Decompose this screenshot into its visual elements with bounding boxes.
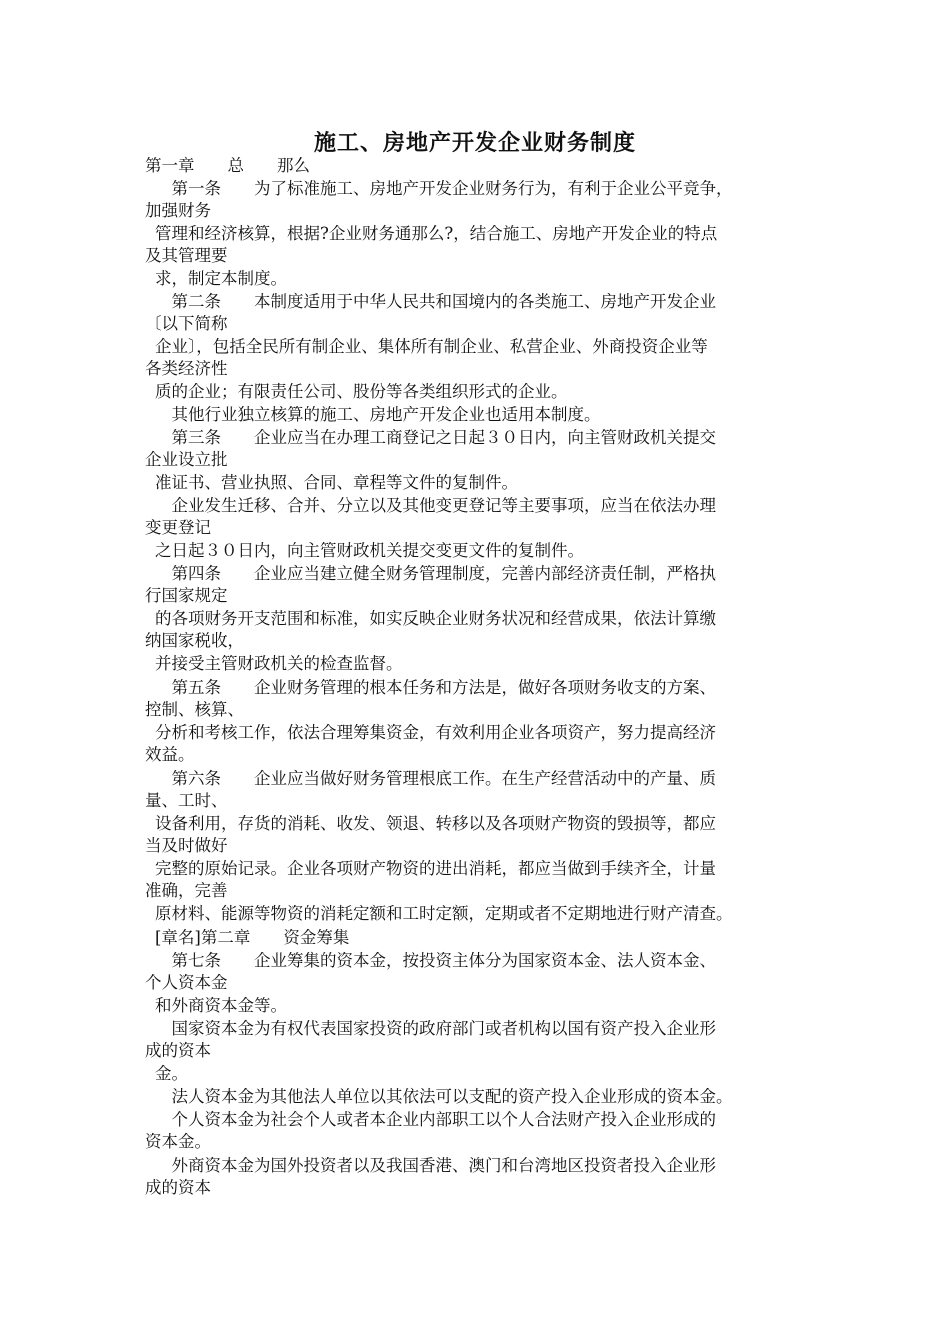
text-line: 外商资本金为国外投资者以及我国香港、澳门和台湾地区投资者投入企业形 [155, 1156, 716, 1175]
chapter-heading: [章名]第二章 资金筹集 [155, 928, 350, 947]
text-line: 金。 [155, 1064, 188, 1083]
text-line: 加强财务 [145, 201, 211, 220]
article-line: 第五条 企业财务管理的根本任务和方法是，做好各项财务收支的方案、 [155, 678, 716, 697]
text-line: 企业设立批 [145, 450, 228, 469]
text-line: 量、工时、 [145, 791, 228, 810]
article-line: 第六条 企业应当做好财务管理根底工作。在生产经营活动中的产量、质 [155, 769, 716, 788]
document-title: 施工、房地产开发企业财务制度 [313, 130, 636, 156]
text-line: 原材料、能源等物资的消耗定额和工时定额，定期或者不定期地进行财产清查。 [155, 904, 733, 923]
text-line: 分析和考核工作，依法合理筹集资金，有效利用企业各项资产，努力提高经济 [155, 723, 716, 742]
text-line: 其他行业独立核算的施工、房地产开发企业也适用本制度。 [155, 405, 601, 424]
article-line: 第三条 企业应当在办理工商登记之日起３０日内，向主管财政机关提交 [155, 428, 716, 447]
text-line: 准证书、营业执照、合同、章程等文件的复制件。 [155, 473, 518, 492]
text-line: 求，制定本制度。 [155, 269, 287, 288]
text-line: 的各项财务开支范围和标准，如实反映企业财务状况和经营成果，依法计算缴 [155, 609, 716, 628]
text-line: 效益。 [145, 745, 195, 764]
text-line: 企业〕，包括全民所有制企业、集体所有制企业、私营企业、外商投资企业等 [155, 337, 708, 356]
text-line: 成的资本 [145, 1178, 211, 1197]
text-line: 和外商资本金等。 [155, 996, 287, 1015]
text-line: 成的资本 [145, 1041, 211, 1060]
text-line: 个人资本金 [145, 973, 228, 992]
article-line: 第七条 企业筹集的资本金，按投资主体分为国家资本金、法人资本金、 [155, 951, 716, 970]
text-line: 并接受主管财政机关的检查监督。 [155, 654, 403, 673]
article-line: 第二条 本制度适用于中华人民共和国境内的各类施工、房地产开发企业 [155, 292, 716, 311]
article-line: 第四条 企业应当建立健全财务管理制度，完善内部经济责任制，严格执 [155, 564, 716, 583]
text-line: 资本金。 [145, 1132, 211, 1151]
text-line: 完整的原始记录。企业各项财产物资的进出消耗，都应当做到手续齐全，计量 [155, 859, 716, 878]
text-line: 设备利用，存货的消耗、收发、领退、转移以及各项财产物资的毁损等，都应 [155, 814, 716, 833]
text-line: 及其管理要 [145, 246, 228, 265]
text-line: 〔以下简称 [145, 314, 228, 333]
text-line: 控制、核算、 [145, 700, 244, 719]
text-line: 各类经济性 [145, 359, 228, 378]
text-line: 行国家规定 [145, 586, 228, 605]
article-line: 第一条 为了标准施工、房地产开发企业财务行为，有利于企业公平竞争， [155, 179, 733, 198]
text-line: 纳国家税收， [145, 631, 244, 650]
chapter-heading: 第一章 总 那么 [145, 156, 310, 175]
text-line: 个人资本金为社会个人或者本企业内部职工以个人合法财产投入企业形成的 [155, 1110, 716, 1129]
text-line: 法人资本金为其他法人单位以其依法可以支配的资产投入企业形成的资本金。 [155, 1087, 733, 1106]
text-line: 准确，完善 [145, 881, 228, 900]
text-line: 质的企业；有限责任公司、股份等各类组织形式的企业。 [155, 382, 568, 401]
text-line: 之日起３０日内，向主管财政机关提交变更文件的复制件。 [155, 541, 584, 560]
text-line: 变更登记 [145, 518, 211, 537]
text-line: 国家资本金为有权代表国家投资的政府部门或者机构以国有资产投入企业形 [155, 1019, 716, 1038]
text-line: 管理和经济核算，根据?企业财务通那么?，结合施工、房地产开发企业的特点 [155, 224, 718, 243]
text-line: 企业发生迁移、合并、分立以及其他变更登记等主要事项，应当在依法办理 [155, 496, 716, 515]
text-line: 当及时做好 [145, 836, 228, 855]
